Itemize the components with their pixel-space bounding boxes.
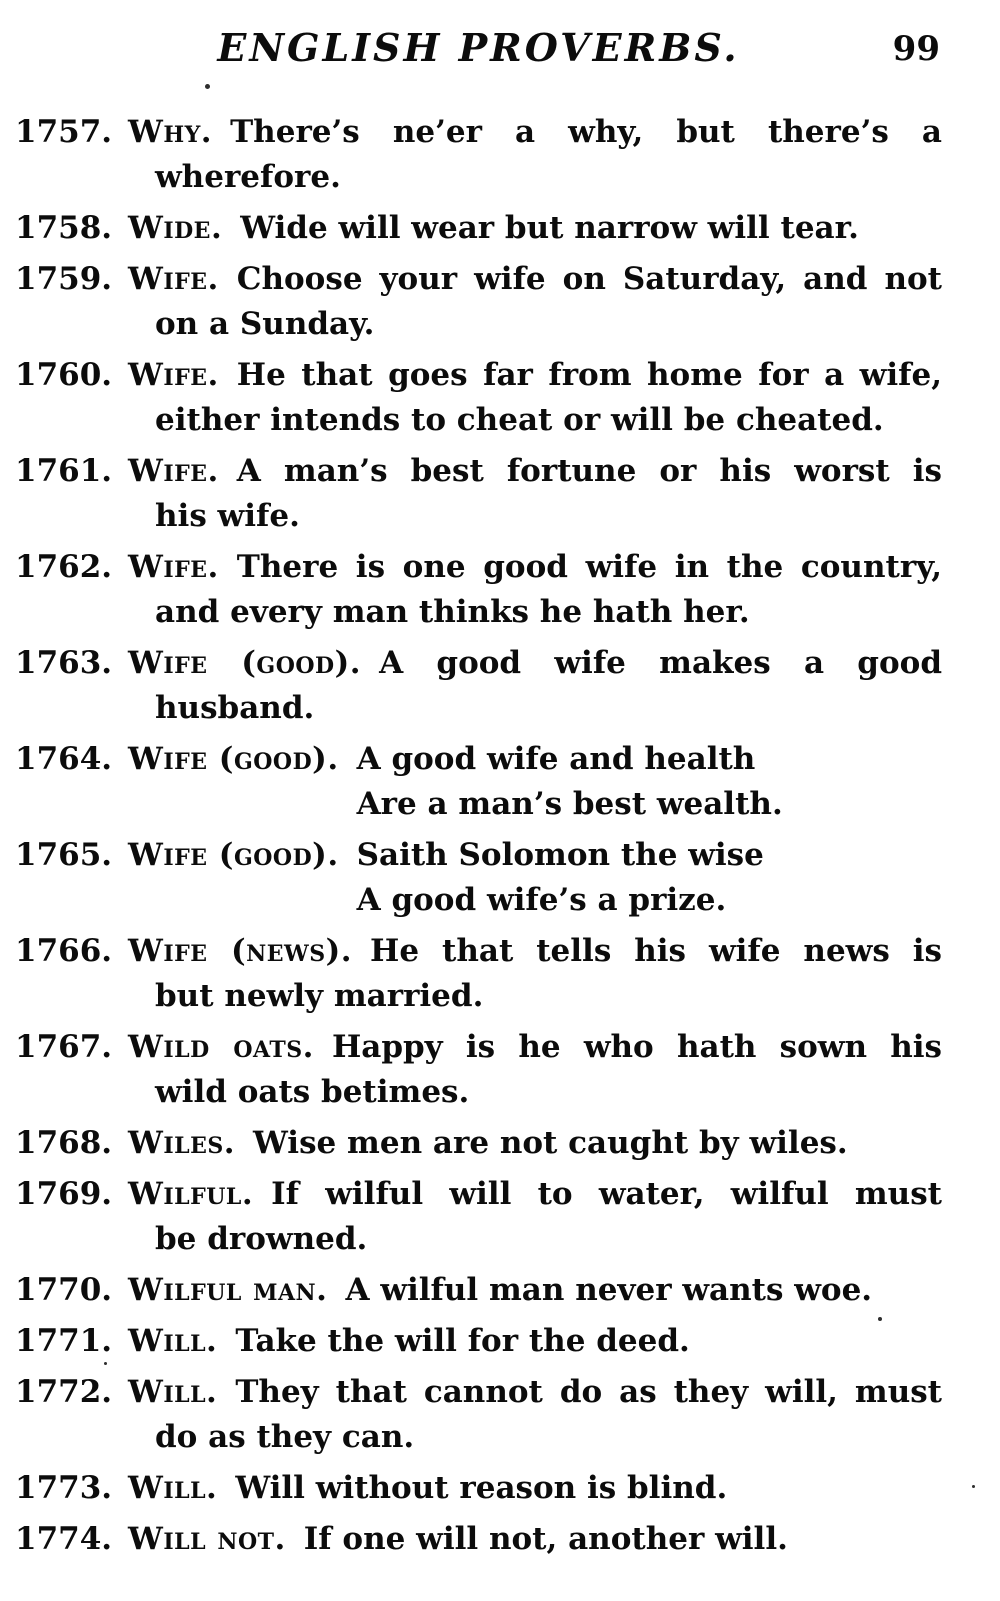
entry-keyword: Wife (good). — [128, 645, 362, 681]
entry-keyword: Will. — [128, 1374, 218, 1410]
entry-number: 1761. — [15, 453, 113, 489]
proverb-entry — [15, 257, 942, 347]
entry-number: 1763. — [15, 645, 113, 681]
entry-text-continued: either intends to cheat or will be cheated. — [155, 402, 884, 438]
entry-text-continued: his wife. — [155, 498, 300, 534]
proverb-entry — [15, 1172, 942, 1262]
entry-number: 1771. — [15, 1323, 113, 1359]
proverb-entry — [15, 353, 942, 443]
entry-keyword: Wife. — [128, 261, 219, 297]
entry-first-line — [15, 1172, 942, 1217]
entry-text: Wide will wear but narrow will tear. — [240, 210, 859, 246]
verse-line: A good wife’s a prize. — [356, 882, 727, 918]
entry-first-line — [15, 1319, 942, 1364]
entry-text-continued: and every man thinks he hath her. — [155, 594, 750, 630]
proverb-entry — [15, 110, 942, 200]
proverb-entry — [15, 545, 942, 635]
entry-first-line — [15, 1466, 942, 1511]
page-number: 99 — [892, 29, 940, 69]
entry-first-line — [15, 449, 942, 494]
proverb-entry — [15, 833, 942, 923]
entry-text: Choose your wife on Saturday, and not — [236, 261, 942, 297]
entry-number: 1758. — [15, 210, 113, 246]
running-head — [15, 24, 942, 76]
entry-first-line — [15, 641, 942, 686]
proverb-list — [15, 110, 942, 1562]
entry-first-line — [15, 206, 942, 251]
entry-text: Wise men are not caught by wiles. — [253, 1125, 848, 1161]
entry-text: If one will not, another will. — [303, 1521, 788, 1557]
entry-keyword: Wiles. — [128, 1125, 236, 1161]
entry-keyword: Wife (good). — [128, 837, 339, 873]
entry-number: 1767. — [15, 1029, 113, 1065]
entry-text-continued: be drowned. — [155, 1221, 368, 1257]
entry-number: 1760. — [15, 357, 113, 393]
entry-verse — [357, 737, 783, 827]
proverb-entry — [15, 1370, 942, 1460]
entry-number: 1774. — [15, 1521, 113, 1557]
entry-number: 1762. — [15, 549, 113, 585]
entry-text-continued: wild oats betimes. — [155, 1074, 470, 1110]
proverb-entry — [15, 449, 942, 539]
entry-keyword: Wilful. — [128, 1176, 254, 1212]
entry-text: There’s ne’er a why, but there’s a — [230, 114, 942, 150]
proverb-entry — [15, 641, 942, 731]
entry-keyword: Wife (good). — [128, 741, 339, 777]
entry-text: Will without reason is blind. — [235, 1470, 728, 1506]
entry-text: They that cannot do as they will, must — [235, 1374, 942, 1410]
entry-first-line — [15, 1517, 942, 1562]
scan-speck — [972, 1485, 975, 1488]
scan-speck — [205, 84, 210, 89]
entry-number: 1765. — [15, 837, 113, 873]
entry-text: A good wife makes a good — [379, 645, 942, 681]
entry-keyword: Why. — [128, 114, 213, 150]
entry-first-line — [15, 833, 942, 923]
entry-number: 1759. — [15, 261, 113, 297]
proverb-entry — [15, 1319, 942, 1364]
entry-text: There is one good wife in the country, — [236, 549, 942, 585]
entry-text-continued: but newly married. — [155, 978, 484, 1014]
proverb-entry — [15, 206, 942, 251]
verse-line: Saith Solomon the wise — [356, 837, 764, 873]
entry-keyword: Will. — [128, 1470, 218, 1506]
entry-keyword: Wife (news). — [128, 933, 353, 969]
entry-first-line — [15, 257, 942, 302]
entry-keyword: Wife. — [128, 357, 219, 393]
entry-text: He that goes far from home for a wife, — [236, 357, 942, 393]
entry-first-line — [15, 1121, 942, 1166]
entry-first-line — [15, 1025, 942, 1070]
entry-text-continued: on a Sunday. — [155, 306, 375, 342]
entry-first-line — [15, 545, 942, 590]
entry-keyword: Wilful man. — [128, 1272, 328, 1308]
entry-keyword: Wife. — [128, 453, 219, 489]
entry-first-line — [15, 929, 942, 974]
entry-text: Take the will for the deed. — [235, 1323, 690, 1359]
verse-line: Are a man’s best wealth. — [356, 786, 783, 822]
proverb-entry — [15, 1121, 942, 1166]
proverb-entry — [15, 1466, 942, 1511]
entry-first-line — [15, 353, 942, 398]
entry-number: 1768. — [15, 1125, 113, 1161]
scan-speck — [104, 1362, 107, 1365]
entry-text: If wilful will to water, wilful must — [271, 1176, 942, 1212]
entry-text-continued: wherefore. — [155, 159, 341, 195]
entry-text: A wilful man never wants woe. — [345, 1272, 873, 1308]
entry-verse — [357, 833, 764, 923]
scan-speck — [878, 1317, 882, 1321]
page-title: ENGLISH PROVERBS. — [217, 25, 740, 70]
entry-text: A man’s best fortune or his worst is — [236, 453, 942, 489]
proverb-entry — [15, 1268, 942, 1313]
entry-text-continued: husband. — [155, 690, 315, 726]
entry-number: 1772. — [15, 1374, 113, 1410]
verse-line: A good wife and health — [356, 741, 756, 777]
entry-keyword: Will not. — [128, 1521, 286, 1557]
entry-first-line — [15, 1370, 942, 1415]
entry-keyword: Will. — [128, 1323, 218, 1359]
entry-number: 1764. — [15, 741, 113, 777]
entry-text-continued: do as they can. — [155, 1419, 415, 1455]
entry-number: 1766. — [15, 933, 113, 969]
proverb-entry — [15, 1517, 942, 1562]
entry-text: Happy is he who hath sown his — [331, 1029, 942, 1065]
entry-keyword: Wife. — [128, 549, 219, 585]
entry-keyword: Wide. — [128, 210, 223, 246]
entry-first-line — [15, 1268, 942, 1313]
entry-text: He that tells his wife news is — [370, 933, 942, 969]
entry-first-line — [15, 110, 942, 155]
proverb-entry — [15, 1025, 942, 1115]
entry-number: 1757. — [15, 114, 113, 150]
proverb-entry — [15, 929, 942, 1019]
entry-keyword: Wild oats. — [128, 1029, 314, 1065]
entry-number: 1773. — [15, 1470, 113, 1506]
proverb-entry — [15, 737, 942, 827]
entry-number: 1769. — [15, 1176, 113, 1212]
entry-number: 1770. — [15, 1272, 113, 1308]
entry-first-line — [15, 737, 942, 827]
